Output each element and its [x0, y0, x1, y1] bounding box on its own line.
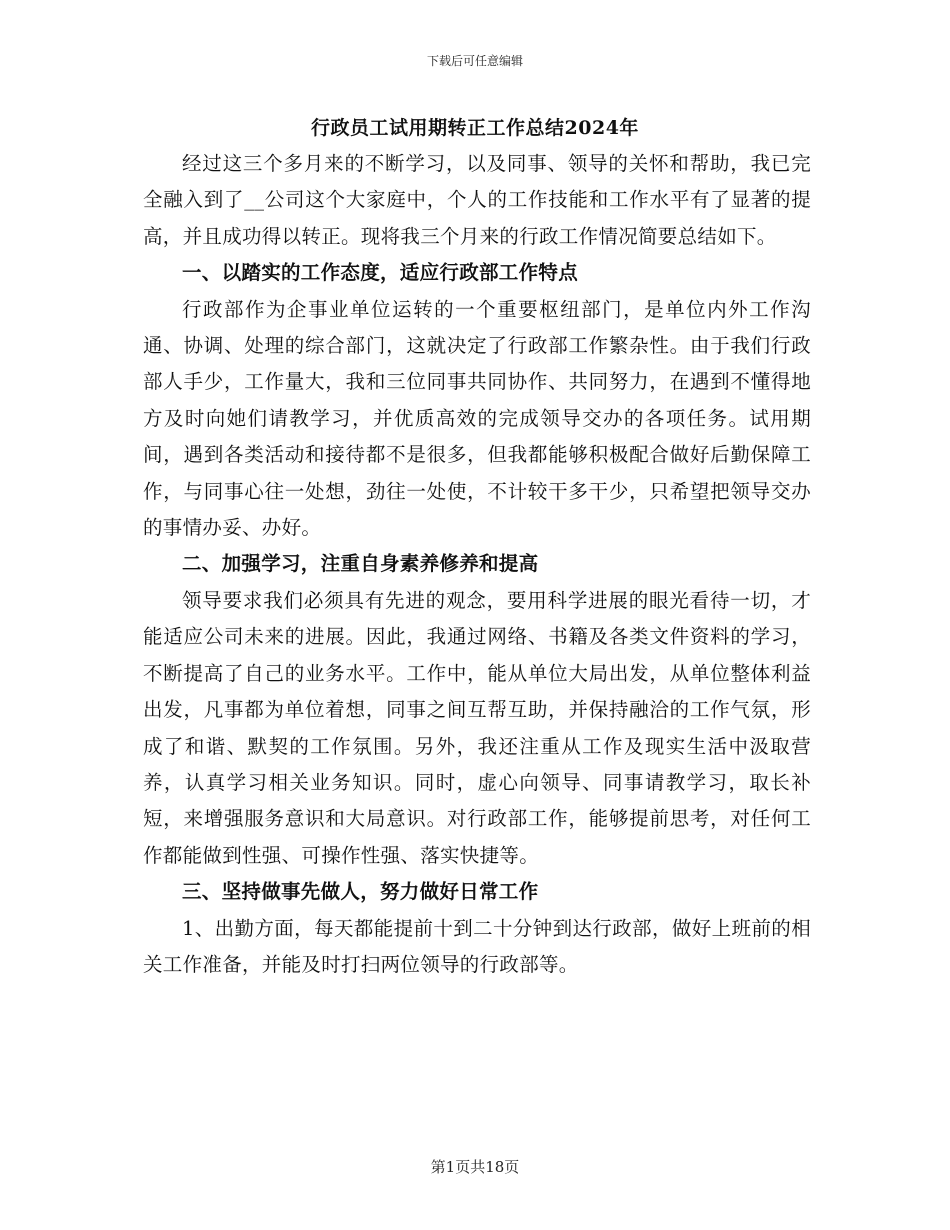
intro-paragraph: 经过这三个多月来的不断学习，以及同事、领导的关怀和帮助，我已完全融入到了__公司这个大家庭中，个人的工作技能和工作水平有了显著的提高，并且成功得以转正。现将我三个月来的行政工作情况简要总结如下。 — [143, 152, 811, 248]
header-note: 下载后可任意编辑 — [426, 54, 523, 68]
section-2-paragraph: 领导要求我们必须具有先进的观念，要用科学进展的眼光看待一切，才能适应公司未来的进展。因此，我通过网络、书籍及各类文件资料的学习，不断提高了自己的业务水平。工作中，能从单位大局出发，从单位整体利益出发，凡事都为单位着想，同事之间互帮互助，并保持融洽的工作气氛，形成了和谐、默契的工作氛围。另外，我还注重从工作及现实生活中汲取营养，认真学习相关业务知识。同时，虚心向领导、同事请教学习，取长补短，来增强服务意识和大局意识。对行政部工作，能够提前思考，对任何工作都能做到性强、可操作性强、落实快捷等。 — [143, 588, 811, 867]
document-body — [143, 146, 811, 983]
section-1-paragraph: 行政部作为企事业单位运转的一个重要枢纽部门，是单位内外工作沟通、协调、处理的综合部门，这就决定了行政部工作繁杂性。由于我们行政部人手少，工作量大，我和三位同事共同协作、共同努力，在遇到不懂得地方及时向她们请教学习，并优质高效的完成领导交办的各项任务。试用期间，遇到各类活动和接待都不是很多，但我都能够积极配合做好后勤保障工作，与同事心往一处想，劲往一处使，不计较干多干少，只希望把领导交办的事情办妥、办好。 — [143, 297, 811, 540]
section-1-heading: 一、以踏实的工作态度，适应行政部工作特点 — [182, 261, 579, 285]
section-3-heading: 三、坚持做事先做人，努力做好日常工作 — [182, 880, 539, 904]
document-title: 行政员工试用期转正工作总结2024年 — [311, 117, 639, 139]
section-3-item-1: 1、出勤方面，每天都能提前十到二十分钟到达行政部，做好上班前的相关工作准备，并能及时打扫两位领导的行政部等。 — [143, 916, 811, 976]
section-2-heading: 二、加强学习，注重自身素养修养和提高 — [182, 552, 539, 576]
page-number: 第1页共18页 — [430, 1158, 520, 1176]
